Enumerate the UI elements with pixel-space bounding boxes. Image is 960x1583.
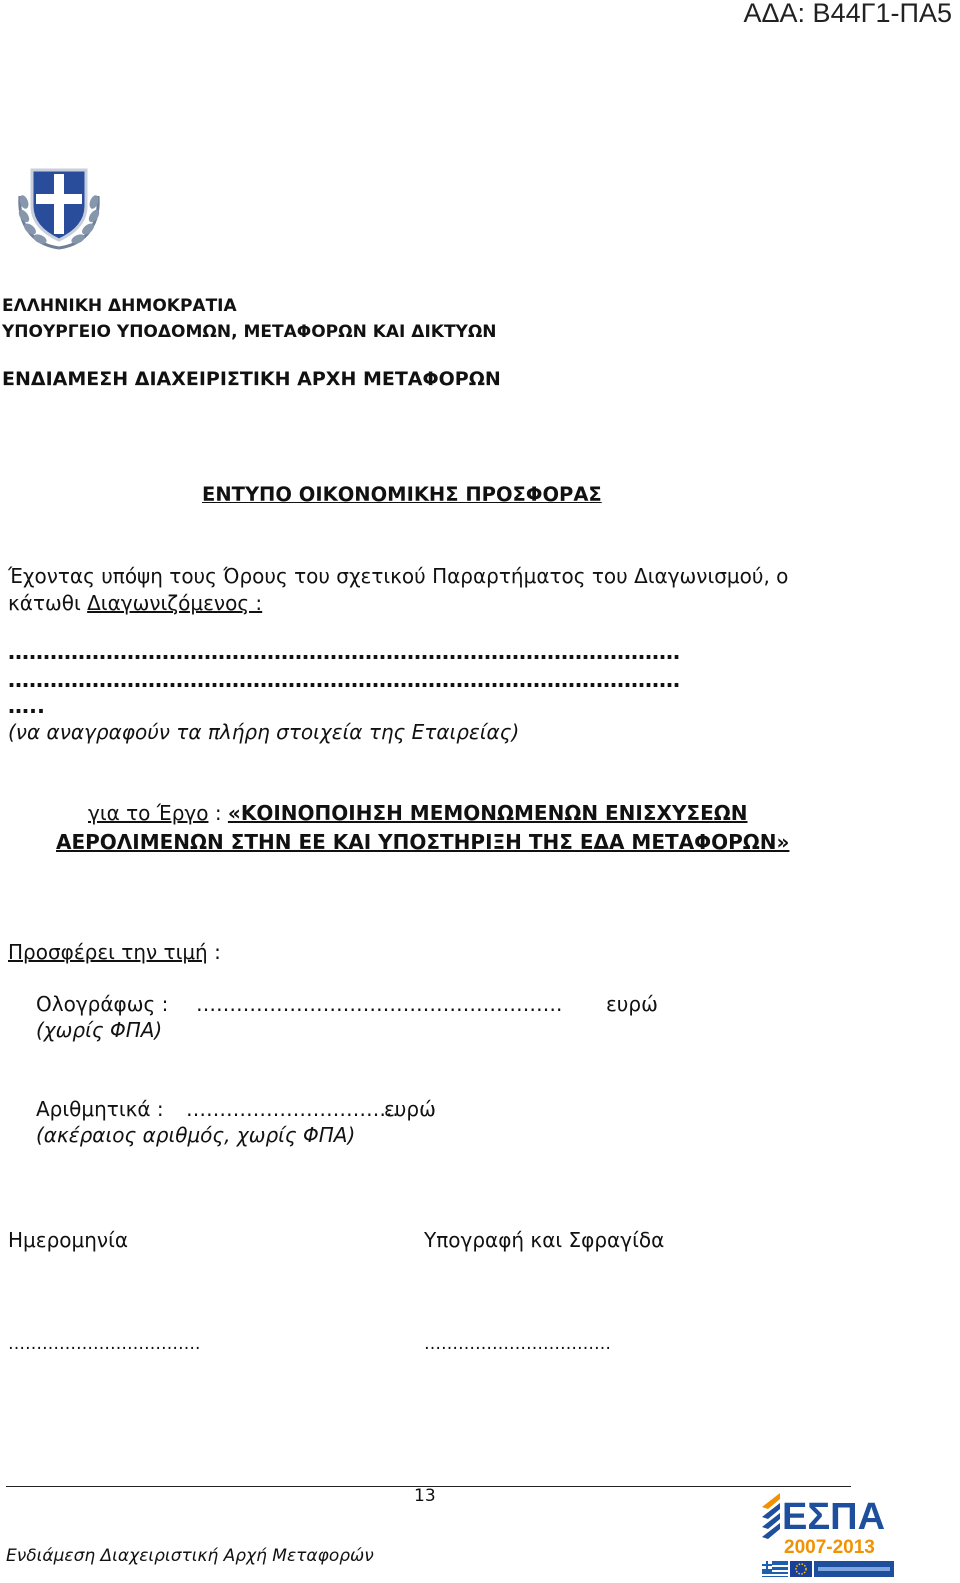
date-dots: ……………………………. bbox=[8, 1334, 201, 1354]
offer-colon: : bbox=[207, 940, 221, 964]
republic-heading: ΕΛΛΗΝΙΚΗ ΔΗΜΟΚΡΑΤΙΑ bbox=[2, 296, 237, 316]
ada-code: ΑΔΑ: Β44Γ1-ΠΑ5 bbox=[743, 0, 952, 28]
intro-line-1: Έχοντας υπόψη τους Όρους του σχετικού Παραρτήματος του Διαγωνισμού, ο bbox=[8, 564, 789, 588]
project-line-1 bbox=[88, 801, 748, 825]
form-title: ΕΝΤΥΠΟ ΟΙΚΟΝΟΜΙΚΗΣ ΠΡΟΣΦΟΡΑΣ bbox=[202, 483, 602, 506]
date-label: Ημερομηνία bbox=[8, 1228, 129, 1252]
svg-text:ΕΣΠΑ: ΕΣΠΑ bbox=[782, 1496, 886, 1538]
signature-dots: …………………………… bbox=[424, 1334, 611, 1354]
footer-organization: Ενδιάμεση Διαχειριστική Αρχή Μεταφορών bbox=[6, 1546, 374, 1566]
offer-line bbox=[8, 940, 221, 964]
bidder-label: Διαγωνιζόμενος : bbox=[87, 591, 263, 615]
page-number: 13 bbox=[414, 1486, 436, 1506]
ministry-heading: ΥΠΟΥΡΓΕΙΟ ΥΠΟΔΟΜΩΝ, ΜΕΤΑΦΟΡΩΝ ΚΑΙ ΔΙΚΤΥΩΝ bbox=[2, 322, 497, 342]
words-dots: ………………………………………………. bbox=[196, 992, 563, 1016]
greek-coat-of-arms-icon bbox=[12, 160, 106, 254]
numeric-label: Αριθμητικά : bbox=[36, 1097, 164, 1121]
bidder-dots-3: ….. bbox=[8, 694, 45, 718]
bidder-dots-1: …………………………………………………………………………………… bbox=[8, 640, 680, 664]
signature-label: Υπογραφή και Σφραγίδα bbox=[424, 1228, 665, 1252]
espa-logo-icon bbox=[758, 1485, 898, 1580]
numeric-currency: ευρώ bbox=[384, 1097, 436, 1121]
authority-heading: ΕΝΔΙΑΜΕΣΗ ΔΙΑΧΕΙΡΙΣΤΙΚΗ ΑΡΧΗ ΜΕΤΑΦΟΡΩΝ bbox=[2, 368, 501, 390]
numeric-dots: ………………………….. bbox=[186, 1097, 399, 1121]
numeric-note: (ακέραιος αριθμός, χωρίς ΦΠΑ) bbox=[36, 1123, 356, 1147]
words-currency: ευρώ bbox=[606, 992, 658, 1016]
words-label: Ολογράφως : bbox=[36, 992, 169, 1016]
offer-label: Προσφέρει την τιμή bbox=[8, 940, 208, 964]
intro-line-2-prefix: κάτωθι bbox=[8, 591, 88, 615]
company-note: (να αναγραφούν τα πλήρη στοιχεία της Εταιρείας) bbox=[8, 720, 520, 744]
project-title-2: ΑΕΡΟΛΙΜΕΝΩΝ ΣΤΗΝ ΕΕ ΚΑΙ ΥΠΟΣΤΗΡΙΞΗ ΤΗΣ ΕΔΑ ΜΕΤΑΦΟΡΩΝ» bbox=[56, 830, 790, 854]
project-label: για το Έργο bbox=[88, 801, 209, 825]
svg-text:2007-2013: 2007-2013 bbox=[784, 1537, 875, 1558]
bidder-dots-2: …………………………………………………………………………………… bbox=[8, 668, 680, 692]
project-title-1: «ΚΟΙΝΟΠΟΙΗΣΗ ΜΕΜΟΝΩΜΕΝΩΝ ΕΝΙΣΧΥΣΕΩΝ bbox=[227, 801, 748, 825]
words-note: (χωρίς ΦΠΑ) bbox=[36, 1018, 163, 1042]
project-colon: : bbox=[208, 801, 228, 825]
intro-line-2 bbox=[8, 591, 262, 615]
